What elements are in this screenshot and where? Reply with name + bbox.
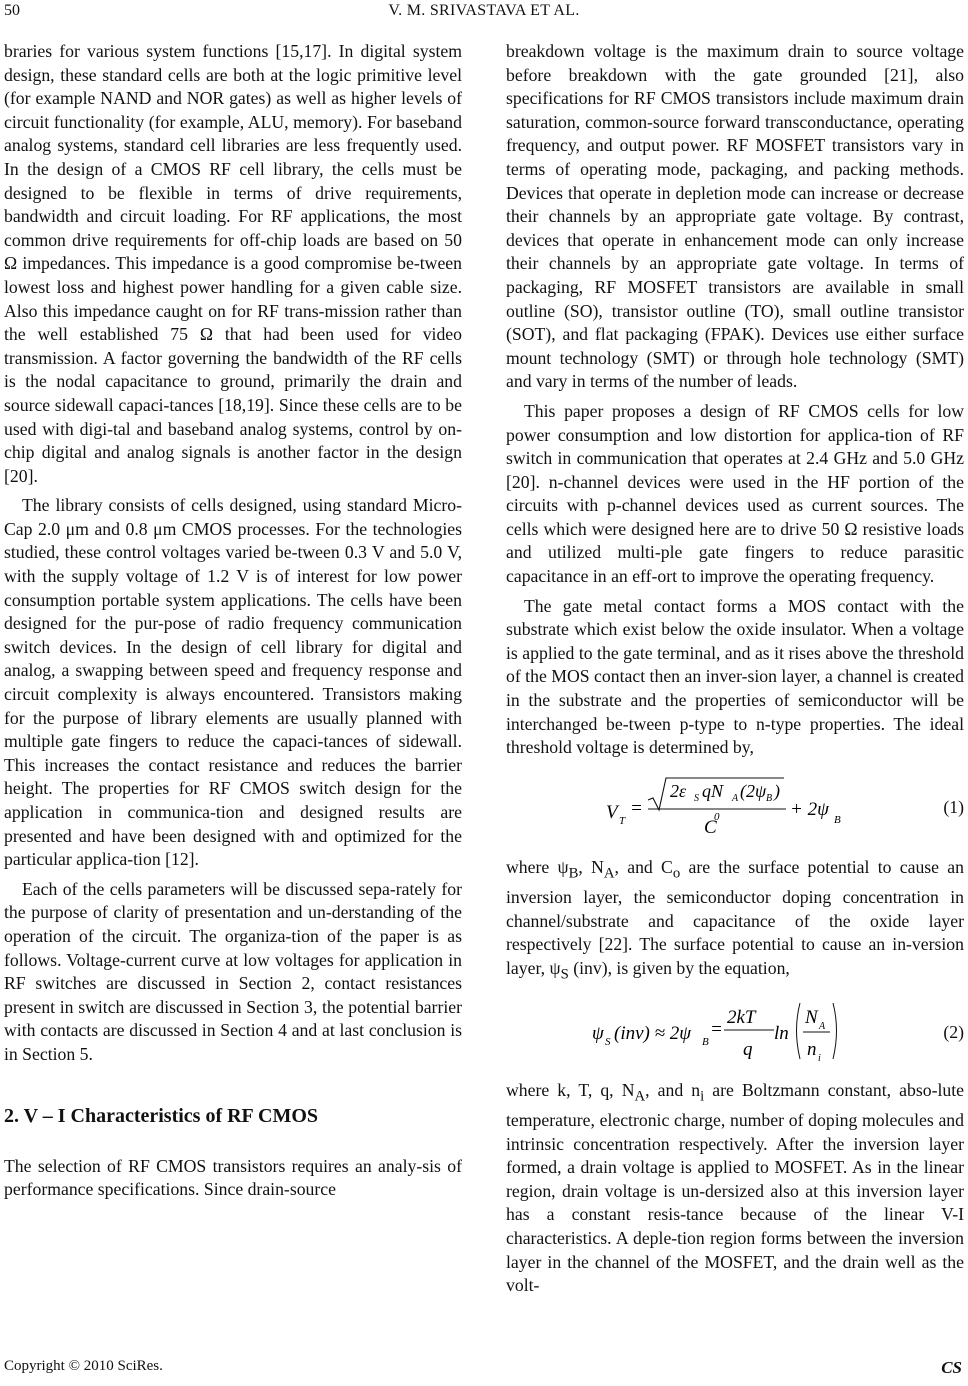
eq1-denominator: C bbox=[704, 816, 717, 838]
eq2-equals: = bbox=[710, 1018, 723, 1040]
eq2-na-sub: A bbox=[819, 1020, 826, 1032]
p4-sub-o: o bbox=[672, 865, 681, 882]
page-number: 50 bbox=[4, 2, 20, 19]
copyright-notice: Copyright © 2010 SciRes. bbox=[4, 1358, 163, 1374]
right-paragraph-3: The gate metal contact forms a MOS contact with the substrate which exist below the oxide insulator. When a voltage is applied to the gate terminal, and as it rises above the threshold of the MOS contact then an inver-sion layer, a channel is created in the substrate and the properties of semiconductor will be interchanged be-tween p-type to n-type properties. The ideal threshold voltage is determined by, bbox=[506, 595, 964, 758]
p4-sub-a: A bbox=[603, 865, 615, 882]
eq1-den-sub: 0 bbox=[714, 810, 720, 823]
equation-1 bbox=[506, 770, 964, 846]
left-paragraph-4: The selection of RF CMOS transistors requires an analy-sis of performance specifications. Since drain-source bbox=[4, 1155, 462, 1200]
right-paragraph-4 bbox=[506, 856, 964, 987]
running-head: V. M. SRIVASTAVA ET AL. bbox=[388, 2, 580, 19]
p5-text-a: where k, T, q, N bbox=[506, 1079, 635, 1100]
left-paragraph-1: braries for various system functions [15,17]. In digital system design, these standard cells are both at the logic primitive level (for example NAND and NOR gates) as well as higher levels of circuit functionality (for example, ALU, memory). For baseband analog systems, standard cell libraries are less frequently used. In the design of a CMOS RF cell library, the cells must be designed to be flexible in terms of drive requirements, bandwidth and circuit loading. For RF applications, the most common drive requirements for off-chip loads are based on 50 Ω impedances. This impedance is a good compromise be-tween lowest loss and highest power handling for a given cable size. Also this impedance caught on for RF trans-mission rather than the well established 75 Ω that had been used for video transmission. A factor governing the bandwidth of the RF cells is the nodal capacitance to ground, primarily the drain and source sidewall capaci-tances [18,19]. Since these cells are to be used with digi-tal and baseband analog systems, control by on-chip digital and analog signals is another factor in the design [20]. bbox=[4, 41, 462, 486]
p4-text-b: , N bbox=[578, 856, 604, 877]
p5-sub-i: i bbox=[700, 1088, 705, 1105]
eq1-lhs-sub: T bbox=[619, 814, 626, 827]
page-footer bbox=[0, 1358, 968, 1382]
eq1-close: ) bbox=[774, 780, 780, 801]
eq2-inv: (inv) ≈ 2ψ bbox=[614, 1022, 692, 1044]
eq2-psi-sub: B bbox=[702, 1035, 709, 1048]
equation-1-number: (1) bbox=[943, 796, 964, 817]
eq1-lhs: V bbox=[606, 801, 618, 823]
eq2-right-paren bbox=[833, 1003, 837, 1059]
eq1-paren: (2ψ bbox=[740, 780, 767, 801]
eq1-plus-sub: B bbox=[834, 813, 841, 826]
eq2-ni-sub: i bbox=[818, 1052, 821, 1064]
p4-text-a: where ψ bbox=[506, 856, 569, 877]
eq1-qn: qN bbox=[702, 780, 724, 801]
equation-2-number: (2) bbox=[943, 1021, 964, 1042]
right-paragraph-5 bbox=[506, 1079, 964, 1298]
left-paragraph-2: The library consists of cells designed, using standard Micro-Cap 2.0 μm and 0.8 μm CMOS processes. For the technologies studied, these control voltages varied be-tween 0.3 V and 5.0 V, with the supply voltage of 1.2 V is of interest for low power consumption portable system applications. The cells have been designed for the pur-pose of radio frequency communication switch devices. In the design of cell library for digital and analog, a swapping between speed and frequency response and circuit complexity is always encountered. Transistors making for the purpose of library elements are usually planned with multiple gate fingers to reduce the capaci-tances of sidewall. This increases the contact resistance and reduces the barrier height. The properties for RF CMOS switch design for the application in communica-tion and designed results are presented and have been designed with and optimized for the particular applica-tion [12]. bbox=[4, 495, 462, 870]
section-heading: 2. V – I Characteristics of RF CMOS bbox=[4, 1104, 319, 1127]
journal-abbreviation: CS bbox=[941, 1358, 962, 1377]
eq1-numerator: 2ε bbox=[670, 780, 687, 801]
p4-text-d: are the surface potential to cause an inversion layer, the semiconductor doping concentration in channel/substrate and capacitance of the oxide layer respectively [22]. The surface potential to cause an in-version layer, ψ bbox=[506, 856, 964, 978]
equation-2 bbox=[506, 997, 964, 1069]
eq1-eps-sub: S bbox=[694, 792, 699, 804]
eq1-psi-sub: B bbox=[766, 792, 773, 804]
right-paragraph-1: breakdown voltage is the maximum drain to source voltage before breakdown with the gate grounded [21], also specifications for RF CMOS transistors include maximum drain saturation, common-source forward transconductance, operating frequency, and output power. RF MOSFET transistors vary in terms of operating mode, packaging, and packing methods. Devices that operate in depletion mode can increase or decrease their channels by an appropriate gate voltage. By contrast, devices that operate in enhancement mode can only increase their channels by an appropriate gate voltage. In terms of packaging, RF MOSFET transistors are available in small outline (SO), transistor outline (TO), small outline transistor (SOT), and flat packaging (FPAK). Devices use either surface mount technology (SMT) or through hole technology (SMT) and vary in terms of the number of leads. bbox=[506, 41, 964, 392]
right-paragraph-2: This paper proposes a design of RF CMOS cells for low power consumption and low distortion for applica-tion of RF switch in communication that operates at 2.4 GHz and 5.0 GHz [20]. n-channel devices were used in the HF portion of the circuits with p-channel devices used as current sources. The cells which were designed here are to drive 50 Ω resistive loads and utilized multi-ple gate fingers to reduce parasitic capacitance in an eff-ort to improve the operating frequency. bbox=[506, 400, 964, 587]
equation-2-graphic bbox=[506, 997, 926, 1069]
eq1-na-sub: A bbox=[732, 792, 739, 804]
eq2-left-paren bbox=[797, 1003, 801, 1059]
p4-text-c: , and C bbox=[614, 856, 673, 877]
p4-text-e: (inv), is given by the equation, bbox=[568, 957, 790, 978]
eq1-equals: = bbox=[630, 797, 643, 819]
right-column bbox=[506, 40, 964, 1304]
eq2-na: N bbox=[805, 1006, 818, 1028]
eq2-ln: ln bbox=[774, 1022, 789, 1044]
eq2-lhs-sub: S bbox=[605, 1035, 611, 1048]
left-column bbox=[4, 40, 462, 1208]
p5-text-c: are Boltzmann constant, abso-lute temperature, electronic charge, number of doping molecules and intrinsic concentration respectively. After the inversion layer formed, a drain voltage is applied to MOSFET. As in the linear region, drain voltage is un-dersized also at this inversion layer has a constant resis-tance because of the linear V-I characteristics. A deple-tion region forms between the inversion layer in the channel of the MOSFET, and the drain well as the volt- bbox=[506, 1079, 964, 1296]
eq2-lhs: ψ bbox=[592, 1022, 604, 1044]
p5-sub-a: A bbox=[634, 1088, 646, 1105]
p5-text-b: , and n bbox=[645, 1079, 701, 1100]
p4-sub-b: B bbox=[568, 865, 579, 882]
left-paragraph-3: Each of the cells parameters will be discussed sepa-rately for the purpose of clarity of presentation and un-derstanding of the operation of the circuit. The organiza-tion of the paper is as follows. Voltage-current curve at low voltages for application in RF switches are discussed in Section 2, contact resistances present in switch are discussed in Section 3, the potential barrier with contacts are discussed in Section 4 and at last conclusion is in Section 5. bbox=[4, 878, 462, 1064]
eq2-den: q bbox=[743, 1038, 753, 1060]
p4-sub-s: S bbox=[560, 966, 569, 983]
eq2-ni: n bbox=[807, 1038, 817, 1060]
eq1-plus: + 2ψ bbox=[790, 798, 829, 820]
equation-1-graphic bbox=[506, 770, 926, 846]
eq2-num: 2kT bbox=[727, 1006, 756, 1028]
page-header bbox=[0, 2, 968, 26]
